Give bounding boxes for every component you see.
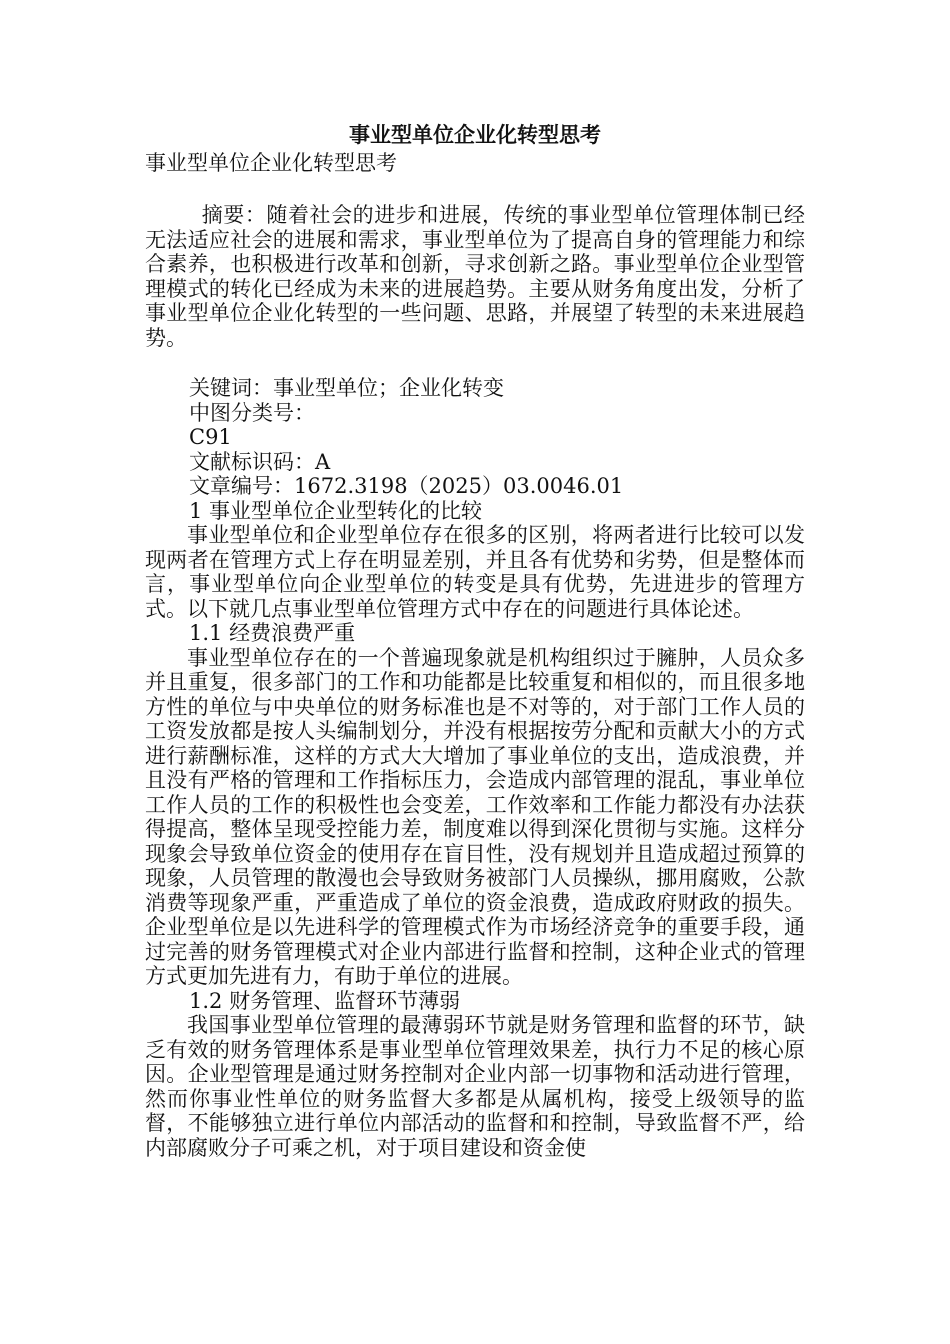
spacer <box>145 350 805 376</box>
document-page <box>145 120 805 1160</box>
section-1-1-paragraph: 事业型单位存在的一个普遍现象就是机构组织过于臃肿，人员众多并且重复，很多部门的工作和功能都是比较重复和相似的，而且很多地方性的单位与中央单位的财务标准也是不对等的，对于部门工作人员的工资发放都是按人头编制划分，并没有根据按劳分配和贡献大小的方式进行薪酬标准，这样的方式大大增加了事业单位的支出，造成浪费，并且没有严格的管理和工作指标压力，会造成内部管理的混乱，事业单位工作人员的工作的积极性也会变差，工作效率和工作能力都没有办法获得提高，整体呈现受控能力差，制度难以得到深化贯彻与实施。这样分现象会导致单位资金的使用存在盲目性，没有规划并且造成超过预算的现象，人员管理的散漫也会导致财务被部门人员操纵，挪用腐败，公款消费等现象严重，严重造成了单位的资金浪费，造成政府财政的损失。企业型单位是以先进科学的管理模式作为市场经济竞争的重要手段，通过完善的财务管理模式对企业内部进行监督和控制，这种企业式的管理方式更加先进有力，有助于单位的进展。 <box>145 645 805 988</box>
article-number-line: 文章编号：1672.3198（2025）03.0046.01 <box>189 474 624 498</box>
classification-code: C91 <box>189 425 232 449</box>
section-1-heading: 1 事业型单位企业型转化的比较 <box>189 498 483 523</box>
document-title: 事业型单位企业化转型思考 <box>349 122 601 147</box>
keywords-line: 关键词：事业型单位；企业化转变 <box>189 376 504 400</box>
abstract-paragraph: 摘要：随着社会的进步和进展，传统的事业型单位管理体制已经无法适应社会的进展和需求，事业型单位为了提高自身的管理能力和综合素养，也积极进行改革和创新，寻求创新之路。事业型单位企业型管理模式的转化已经成为未来的进展趋势。主要从财务角度出发，分析了事业型单位企业化转型的一些问题、思路，并展望了转型的未来进展趋势。 <box>145 203 805 350</box>
section-1-paragraph: 事业型单位和企业型单位存在很多的区别，将两者进行比较可以发现两者在管理方式上存在明显差别，并且各有优势和劣势，但是整体而言，事业型单位向企业型单位的转变是具有优势，先进进步的管理方式。以下就几点事业型单位管理方式中存在的问题进行具体论述。 <box>145 523 805 621</box>
section-1-1-heading: 1.1 经费浪费严重 <box>189 621 356 645</box>
document-subtitle: 事业型单位企业化转型思考 <box>145 151 397 175</box>
document-code-line: 文献标识码：A <box>189 449 331 474</box>
classification-label: 中图分类号： <box>189 400 315 425</box>
spacer <box>145 177 805 203</box>
section-1-2-heading: 1.2 财务管理、监督环节薄弱 <box>189 988 461 1013</box>
section-1-2-paragraph: 我国事业型单位管理的最薄弱环节就是财务管理和监督的环节，缺乏有效的财务管理体系是事业型单位管理效果差，执行力不足的核心原因。企业型管理是通过财务控制对企业内部一切事物和活动进行管理，然而你事业性单位的财务监督大多都是从属机构，接受上级领导的监督，不能够独立进行单位内部活动的监督和和控制，导致监督不严，给内部腐败分子可乘之机，对于项目建设和资金使 <box>145 1013 805 1160</box>
